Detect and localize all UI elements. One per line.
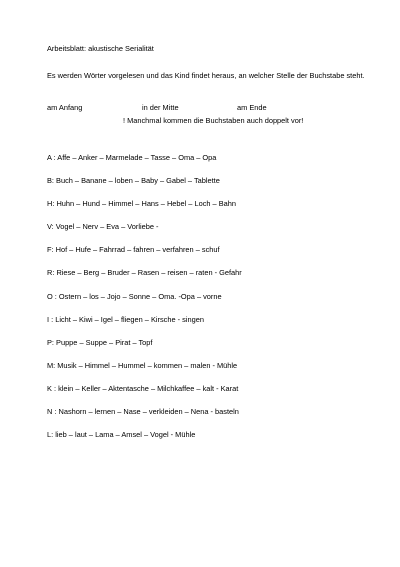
option-start: am Anfang xyxy=(47,103,83,112)
letter-row-r: R: Riese – Berg – Bruder – Rasen – reisen – raten - Gefahr xyxy=(47,268,242,277)
letter-row-i: I : Licht – Kiwi – Igel – fliegen – Kirsche - singen xyxy=(47,315,204,324)
letter-row-o: O : Ostern – los – Jojo – Sonne – Oma. -Opa – vorne xyxy=(47,292,222,301)
letter-row-v: V: Vogel – Nerv – Eva – Vorliebe - xyxy=(47,222,159,231)
letter-row-k: K : klein – Keller – Aktentasche – Milchkaffee – kalt - Karat xyxy=(47,384,239,393)
letter-row-h: H: Huhn – Hund – Himmel – Hans – Hebel – Loch – Bahn xyxy=(47,199,236,208)
letter-row-l: L: lieb – laut – Lama – Amsel – Vogel - Mühle xyxy=(47,430,196,439)
letter-row-b: B: Buch – Banane – loben – Baby – Gabel – Tablette xyxy=(47,176,220,185)
note-text: ! Manchmal kommen die Buchstaben auch doppelt vor! xyxy=(123,116,304,125)
letter-row-f: F: Hof – Hufe – Fahrrad – fahren – verfahren – schuf xyxy=(47,245,220,254)
instructions-text: Es werden Wörter vorgelesen und das Kind findet heraus, an welcher Stelle der Buchstabe steht. xyxy=(47,71,365,80)
letter-row-p: P: Puppe – Suppe – Pirat – Topf xyxy=(47,338,153,347)
option-middle: in der Mitte xyxy=(142,103,179,112)
worksheet-title: Arbeitsblatt: akustische Serialität xyxy=(47,44,154,53)
option-end: am Ende xyxy=(237,103,267,112)
letter-row-m: M: Musik – Himmel – Hummel – kommen – malen - Mühle xyxy=(47,361,238,370)
letter-row-n: N : Nashorn – lernen – Nase – verkleiden – Nena - basteln xyxy=(47,407,239,416)
letter-row-a: A : Affe – Anker – Marmelade – Tasse – Oma – Opa xyxy=(47,153,217,162)
